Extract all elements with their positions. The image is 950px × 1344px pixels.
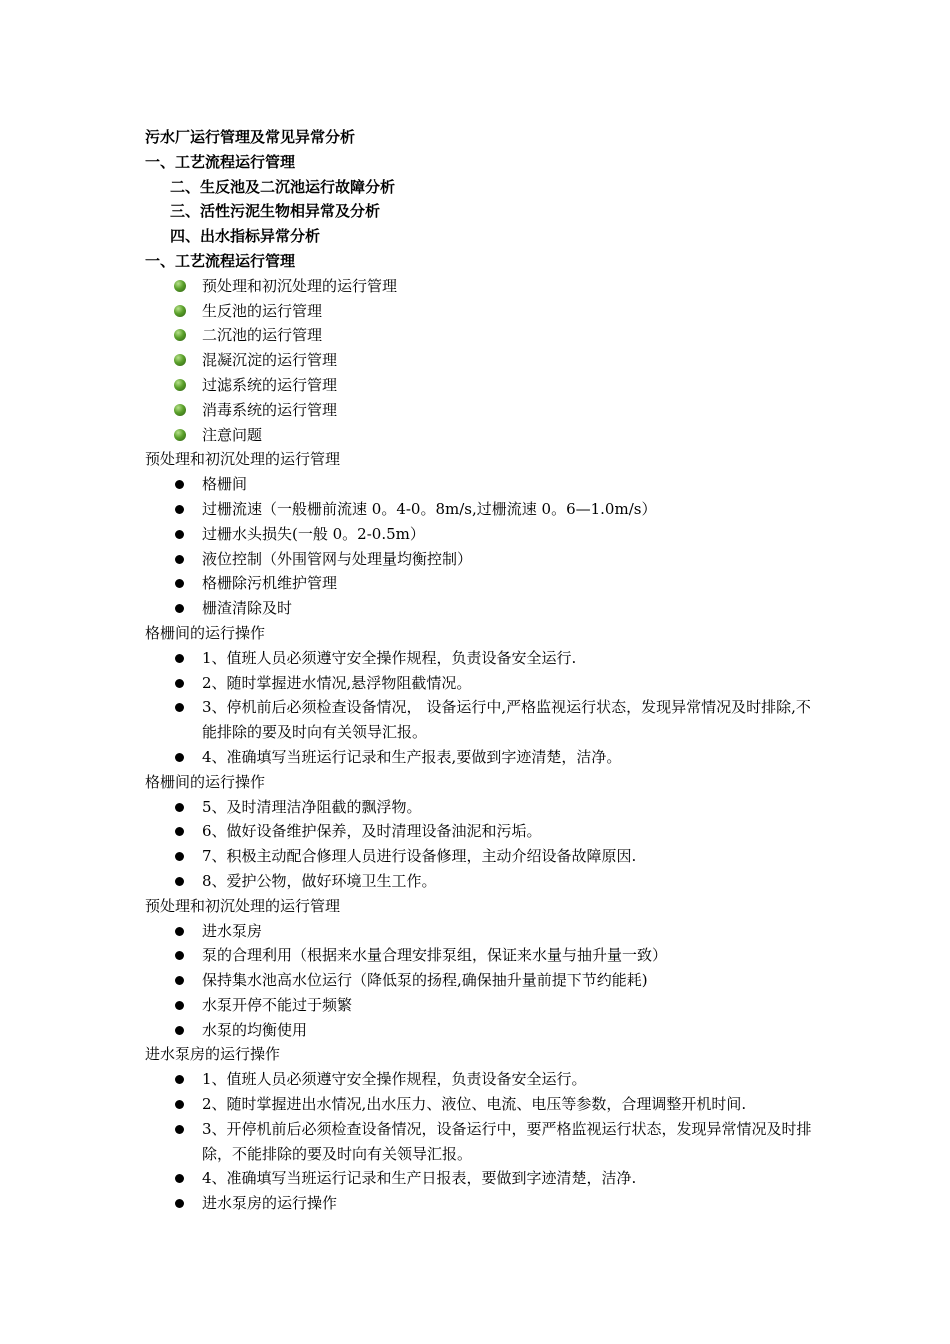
bullet-icon xyxy=(175,927,184,936)
bullet-icon xyxy=(175,852,184,861)
bullet-icon xyxy=(175,480,184,489)
bullet-icon xyxy=(175,703,184,712)
toc-item-2: 二、生反池及二沉池运行故障分析 xyxy=(170,177,396,196)
list-item: 7、积极主动配合修理人员进行设备修理，主动介绍设备故障原因. xyxy=(145,844,825,869)
list-item: 8、爱护公物，做好环境卫生工作。 xyxy=(145,869,825,894)
bullet-icon xyxy=(175,1026,184,1035)
list-item: 2、随时掌握进出水情况,出水压力、液位、电流、电压等参数，合理调整开机时间. xyxy=(145,1092,825,1117)
bullet-icon xyxy=(175,1125,184,1134)
section-heading: 一、工艺流程运行管理 xyxy=(145,251,296,270)
bullet-icon xyxy=(175,951,184,960)
block-heading: 预处理和初沉处理的运行管理 xyxy=(145,450,341,469)
green-ball-bullet-icon xyxy=(174,429,186,441)
list-item: 预处理和初沉处理的运行管理 xyxy=(145,274,825,299)
bullet-icon xyxy=(175,654,184,663)
block-heading: 进水泵房的运行操作 xyxy=(145,1045,281,1064)
bullet-icon xyxy=(175,579,184,588)
block-heading: 格栅间的运行操作 xyxy=(145,623,266,642)
toc-item-3: 三、活性污泥生物相异常及分析 xyxy=(170,202,381,221)
list-item: 3、开停机前后必须检查设备情况，设备运行中，要严格监视运行状态，发现异常情况及时排除，不能排除的要及时向有关领导汇报。 xyxy=(145,1117,825,1167)
bullet-icon xyxy=(175,827,184,836)
list-item: 进水泵房 xyxy=(145,919,825,944)
list-item: 4、准确填写当班运行记录和生产报表,要做到字迹清楚，洁净。 xyxy=(145,745,825,770)
list-item: 4、准确填写当班运行记录和生产日报表，要做到字迹清楚，洁净. xyxy=(145,1166,825,1191)
bullet-icon xyxy=(175,530,184,539)
list-item: 混凝沉淀的运行管理 xyxy=(145,348,825,373)
list-item: 过栅水头损失(一般 0。2-0.5m） xyxy=(145,522,825,547)
bullet-icon xyxy=(175,555,184,564)
green-ball-bullet-icon xyxy=(174,354,186,366)
bullet-icon xyxy=(175,505,184,514)
bullet-icon xyxy=(175,1075,184,1084)
list-item: 水泵开停不能过于频繁 xyxy=(145,993,825,1018)
bullet-icon xyxy=(175,604,184,613)
bullet-icon xyxy=(175,1199,184,1208)
toc-item-4: 四、出水指标异常分析 xyxy=(170,227,321,246)
list-item: 6、做好设备维护保养，及时清理设备油泥和污垢。 xyxy=(145,819,825,844)
list-item: 1、值班人员必须遵守安全操作规程，负责设备安全运行. xyxy=(145,646,825,671)
list-item: 3、停机前后必须检查设备情况， 设备运行中,严格监视运行状态，发现异常情况及时排除,不能排除的要及时向有关领导汇报。 xyxy=(145,695,825,745)
bullet-icon xyxy=(175,877,184,886)
green-ball-bullet-icon xyxy=(174,379,186,391)
list-item: 液位控制（外围管网与处理量均衡控制） xyxy=(145,547,825,572)
list-item: 二沉池的运行管理 xyxy=(145,323,825,348)
bullet-icon xyxy=(175,753,184,762)
document-page xyxy=(145,125,825,1216)
list-item: 进水泵房的运行操作 xyxy=(145,1191,825,1216)
bullet-icon xyxy=(175,679,184,688)
list-item: 生反池的运行管理 xyxy=(145,299,825,324)
green-ball-bullet-icon xyxy=(174,329,186,341)
bullet-icon xyxy=(175,976,184,985)
list-item: 格栅间 xyxy=(145,472,825,497)
list-item: 1、值班人员必须遵守安全操作规程，负责设备安全运行。 xyxy=(145,1067,825,1092)
list-item: 水泵的均衡使用 xyxy=(145,1018,825,1043)
list-item: 过滤系统的运行管理 xyxy=(145,373,825,398)
green-ball-bullet-icon xyxy=(174,404,186,416)
bullet-icon xyxy=(175,1100,184,1109)
bullet-icon xyxy=(175,803,184,812)
list-item: 格栅除污机维护管理 xyxy=(145,571,825,596)
block-heading: 格栅间的运行操作 xyxy=(145,772,266,791)
green-ball-bullet-icon xyxy=(174,280,186,292)
bullet-icon xyxy=(175,1001,184,1010)
block-heading: 预处理和初沉处理的运行管理 xyxy=(145,896,341,915)
list-item: 2、随时掌握进水情况,悬浮物阻截情况。 xyxy=(145,671,825,696)
toc-item-1: 一、工艺流程运行管理 xyxy=(145,152,296,171)
list-item: 泵的合理利用（根据来水量合理安排泵组，保证来水量与抽升量一致） xyxy=(145,943,825,968)
list-item: 栅渣清除及时 xyxy=(145,596,825,621)
document-title: 污水厂运行管理及常见异常分析 xyxy=(145,128,356,146)
list-item: 注意问题 xyxy=(145,423,825,448)
list-item: 5、及时清理洁净阻截的飘浮物。 xyxy=(145,795,825,820)
list-item: 过栅流速（一般栅前流速 0。4-0。8m/s,过栅流速 0。6—1.0m/s） xyxy=(145,497,825,522)
green-ball-bullet-icon xyxy=(174,305,186,317)
bullet-icon xyxy=(175,1174,184,1183)
list-item: 消毒系统的运行管理 xyxy=(145,398,825,423)
list-item: 保持集水池高水位运行（降低泵的扬程,确保抽升量前提下节约能耗) xyxy=(145,968,825,993)
